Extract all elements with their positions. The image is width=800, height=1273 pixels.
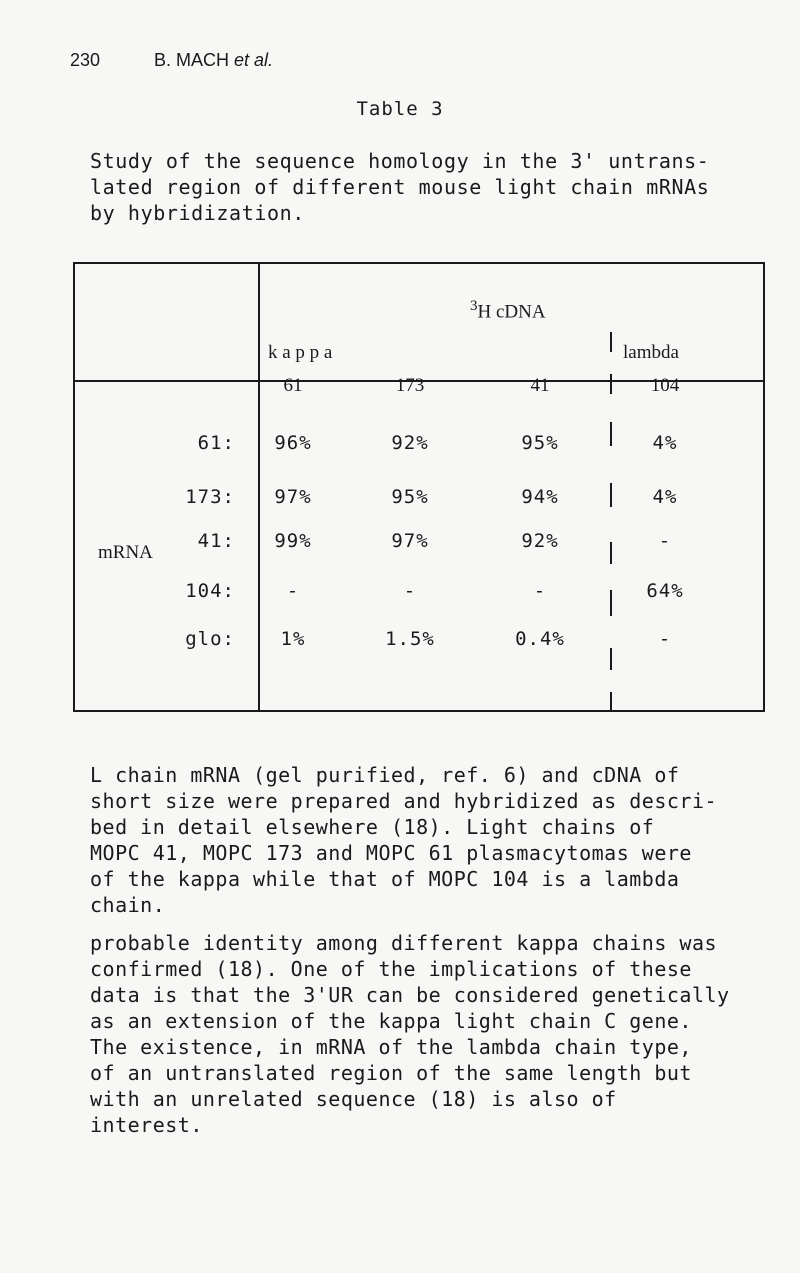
- table-cell: 64%: [646, 580, 684, 602]
- table-cell: 94%: [521, 486, 559, 508]
- lambda-divider-segment: [610, 590, 612, 616]
- table-cell: 95%: [391, 486, 429, 508]
- column-header: 104: [650, 375, 680, 396]
- running-head-et-al: et al.: [234, 50, 274, 70]
- row-label: 61:: [197, 432, 235, 454]
- row-group-label: mRNA: [98, 542, 153, 563]
- page-number: 230: [70, 50, 101, 70]
- lambda-divider-segment: [610, 483, 612, 507]
- table-column-divider: [258, 262, 260, 712]
- table-cell: -: [658, 530, 672, 552]
- table-cell: 0.4%: [515, 628, 565, 650]
- running-head: [154, 50, 273, 71]
- methods-paragraph: L chain mRNA (gel purified, ref. 6) and cDNA of short size were prepared and hybridized as descri- bed in detail elsewhere (18). Light chains of MOPC 41, MOPC 173 and MOPC 61 plasmacytomas were of the kappa while that of MOPC 104 is a lambda chain.: [90, 763, 718, 917]
- probe-superscript: 3: [470, 298, 478, 314]
- table-title: Table 3: [356, 98, 444, 120]
- table-cell: 97%: [391, 530, 429, 552]
- table-cell: 97%: [274, 486, 312, 508]
- column-header: 61: [283, 375, 303, 396]
- row-label: 104:: [185, 580, 235, 602]
- lambda-divider-segment: [610, 692, 612, 712]
- table-cell: 4%: [652, 486, 678, 508]
- table-cell: -: [403, 580, 417, 602]
- running-head-authors: B. MACH: [154, 50, 230, 70]
- table-cell: 92%: [391, 432, 429, 454]
- lambda-divider-segment: [610, 374, 612, 394]
- table-cell: 92%: [521, 530, 559, 552]
- table-cell: -: [658, 628, 672, 650]
- row-label: 173:: [185, 486, 235, 508]
- column-header: 41: [530, 375, 550, 396]
- table-cell: -: [286, 580, 300, 602]
- row-label: 41:: [197, 530, 235, 552]
- discussion-paragraph: probable identity among different kappa chains was confirmed (18). One of the implications of these data is that the 3'UR can be considered genetically as an extension of the kappa light chain C gene. The existence, in mRNA of the lambda chain type, of an untranslated region of the same length but with an unrelated sequence (18) is also of interest.: [90, 931, 730, 1137]
- table-cell: 99%: [274, 530, 312, 552]
- probe-header: [470, 298, 546, 323]
- table-cell: -: [533, 580, 547, 602]
- lambda-divider-segment: [610, 422, 612, 446]
- probe-label: H cDNA: [477, 301, 546, 323]
- lambda-divider-segment: [610, 542, 612, 564]
- table-cell: 95%: [521, 432, 559, 454]
- column-header: 173: [395, 375, 425, 396]
- table-cell: 1%: [280, 628, 306, 650]
- lambda-divider-segment: [610, 648, 612, 670]
- table-cell: 96%: [274, 432, 312, 454]
- kappa-group-label: k a p p a: [268, 342, 333, 363]
- table-cell: 4%: [652, 432, 678, 454]
- lambda-group-label: lambda: [623, 342, 679, 363]
- lambda-divider-segment: [610, 332, 612, 352]
- table-caption: Study of the sequence homology in the 3' untrans- lated region of different mouse light chain mRNAs by hybridization.: [90, 149, 710, 225]
- row-label: glo:: [185, 628, 235, 650]
- table-cell: 1.5%: [385, 628, 435, 650]
